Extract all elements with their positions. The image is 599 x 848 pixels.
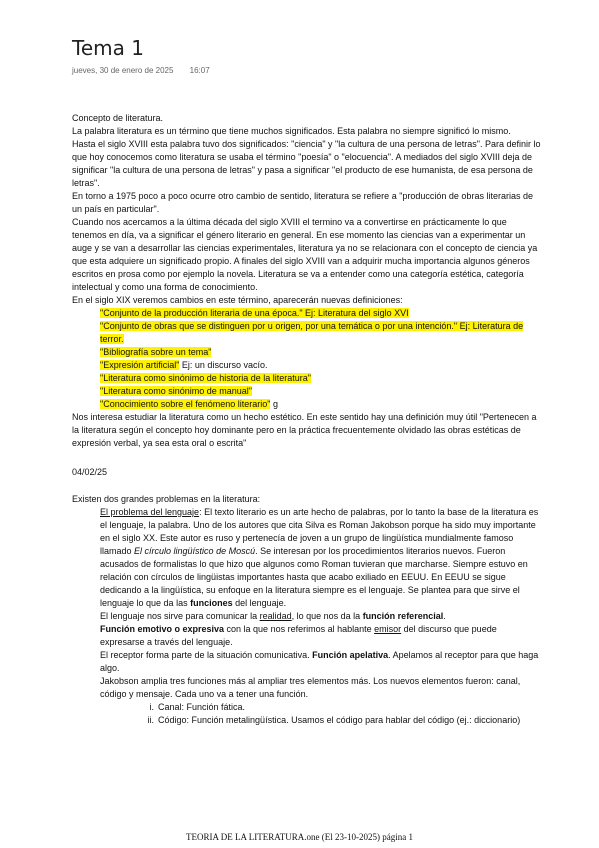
bold-term: Función apelativa bbox=[312, 650, 389, 660]
note-body bbox=[72, 112, 542, 727]
jakobson-paragraph: Jakobson amplia tres funciones más al ampliar tres elementos más. Los nuevos elementos fueron: canal, código y mensaje. Cada uno va a tener una función. bbox=[100, 676, 521, 699]
text-run: . Se interesan por los procedimientos literarios nuevos. Fueron acusados de formalistas lo que hizo que algunos como Roman tuvieran que marcharse. Siempre estuvo en relación con círculos de lingüistas importantes hasta que acabo exiliado en EEUU. En EEUU se sigue dedicando a la lingüística, su enfoque en la literatura siempre es el lenguaje. Se plantea para que sirve el lenguaje lo que da las bbox=[100, 546, 528, 608]
definition-highlight: "Conocimiento sobre el fenómeno literario" bbox=[100, 399, 271, 409]
paragraph: Hasta el siglo XVIII esta palabra tuvo dos significados: "ciencia" y "la cultura de una persona de letras". Para definir lo que hoy conocemos como literatura se usaba el término "poesía" o "elocuencia". A mediados del siglo XVIII deja de significar "la cultura de una persona de letras" y pasa a significar "el producto de ese humanista, de esa persona de letras". bbox=[72, 139, 541, 188]
text-run: . bbox=[443, 611, 446, 621]
bold-term: funciones bbox=[190, 598, 233, 608]
definition-example: Ej: un discurso vacío. bbox=[179, 360, 268, 370]
definition-item bbox=[100, 372, 542, 385]
bold-term: función referencial bbox=[362, 611, 444, 621]
definition-item bbox=[100, 346, 542, 359]
definition-item bbox=[100, 307, 542, 320]
language-problem-label: El problema del lenguaje bbox=[100, 507, 200, 517]
sublist-item bbox=[144, 714, 542, 727]
emotive-paragraph bbox=[100, 623, 542, 649]
functions-sublist bbox=[144, 701, 542, 727]
definitions-list bbox=[100, 307, 542, 411]
page-title: Tema 1 bbox=[72, 36, 144, 60]
roman-numeral: ii. bbox=[147, 715, 154, 725]
definition-item bbox=[100, 385, 542, 398]
page-footer: TEORIA DE LA LITERATURA.one (El 23-10-2025) página 1 bbox=[186, 832, 413, 842]
underlined-term: emisor bbox=[374, 624, 402, 634]
definition-highlight: "Expresión artificial" bbox=[100, 360, 180, 370]
appellative-paragraph bbox=[100, 649, 542, 675]
definition-item bbox=[100, 320, 542, 346]
definition-example: Ej: Literatura de terror. bbox=[100, 321, 524, 344]
text-run: El receptor forma parte de la situación comunicativa. bbox=[100, 650, 313, 660]
italic-title: El círculo lingüístico de Moscú bbox=[134, 546, 256, 556]
definition-highlight: "Literatura como sinónimo de historia de la literatura" bbox=[100, 373, 311, 383]
text-run: . Apelamos al receptor para que haga algo. bbox=[100, 650, 539, 673]
definition-item bbox=[100, 359, 542, 372]
text-run: , lo que nos da la bbox=[291, 611, 363, 621]
roman-numeral: i. bbox=[149, 702, 154, 712]
text-run: : El texto literario es un arte hecho de palabras, por lo tanto la base de la literatura es el lenguaje, la palabra. Uno de los autores que cita Silva es Roman Jakobson porque ha sido muy importante en el siglo XX. Este autor es ruso y pertenecía de joven a un grupo de lingüística mundialmente famoso llamado bbox=[100, 507, 539, 556]
text-run: El lenguaje nos sirve para comunicar la bbox=[100, 611, 260, 621]
page-date: jueves, 30 de enero de 2025 bbox=[72, 66, 174, 75]
language-problem-paragraph bbox=[100, 506, 542, 610]
text-run: con la que nos referimos al hablante bbox=[224, 624, 375, 634]
section-date: 04/02/25 bbox=[72, 467, 108, 477]
sublist-text: Código: Función metalingüística. Usamos el código para hablar del código (ej.: diccionario) bbox=[158, 715, 521, 725]
sublist-item bbox=[144, 701, 542, 714]
definition-highlight: "Conjunto de obras que se distinguen por u origen, por una temática o por una intención." bbox=[100, 321, 458, 331]
definition-highlight: "Conjunto de la producción literaria de una época." bbox=[100, 308, 303, 318]
page-time: 16:07 bbox=[189, 66, 210, 75]
sublist-text: Canal: Función fática. bbox=[158, 702, 246, 712]
paragraph: Cuando nos acercamos a la última década del siglo XVIII el termino va a convertirse en prácticamente lo que tenemos en día, va a significar el género literario en general. En ese momento las ciencias van a experimentar un auge y se van a desarrollar las ciencias experimentales, literatura ya no se relacionara con el concepto de ciencia ya que esta adquiere un significado propio. A finales del siglo XVIII van a adquirir mucha importancia algunos géneros escritos en prosa como por ejemplo la novela. Literatura se va a entender como una categoría estética, categoría intelectual y como una forma de conocimiento. bbox=[72, 217, 538, 292]
definition-highlight: "Literatura como sinónimo de manual" bbox=[100, 386, 252, 396]
bold-term: Función emotivo o expresiva bbox=[100, 624, 225, 634]
definition-example: g bbox=[270, 399, 278, 409]
paragraph: En torno a 1975 poco a poco ocurre otro cambio de sentido, literatura se refiere a "producción de obras literarias de un país en particular". bbox=[72, 191, 533, 214]
paragraph: Nos interesa estudiar la literatura como un hecho estético. En este sentido hay una definición muy útil "Pertenecen a la literatura según el concepto hoy dominante pero en la práctica frecuentemente olvidado las obras estéticas de expresión verbal, ya sea esta oral o escrita" bbox=[72, 412, 537, 448]
paragraph: En el siglo XIX veremos cambios en este término, aparecerán nuevas definiciones: bbox=[72, 295, 403, 305]
definition-highlight: "Bibliografía sobre un tema" bbox=[100, 347, 212, 357]
text-run: del discurso que puede expresarse a través del lenguaje. bbox=[100, 624, 497, 647]
referential-paragraph bbox=[100, 610, 542, 623]
definition-example: Ej: Literatura del siglo XVI bbox=[302, 308, 409, 318]
text-run: del lenguaje. bbox=[232, 598, 287, 608]
paragraph: La palabra literatura es un término que tiene muchos significados. Esta palabra no siempre significó lo mismo. bbox=[72, 126, 511, 136]
paragraph: Existen dos grandes problemas en la literatura: bbox=[72, 494, 261, 504]
underlined-term: realidad bbox=[259, 611, 292, 621]
paragraph: Concepto de literatura. bbox=[72, 113, 164, 123]
page-timestamp bbox=[72, 66, 210, 75]
definition-item bbox=[100, 398, 542, 411]
